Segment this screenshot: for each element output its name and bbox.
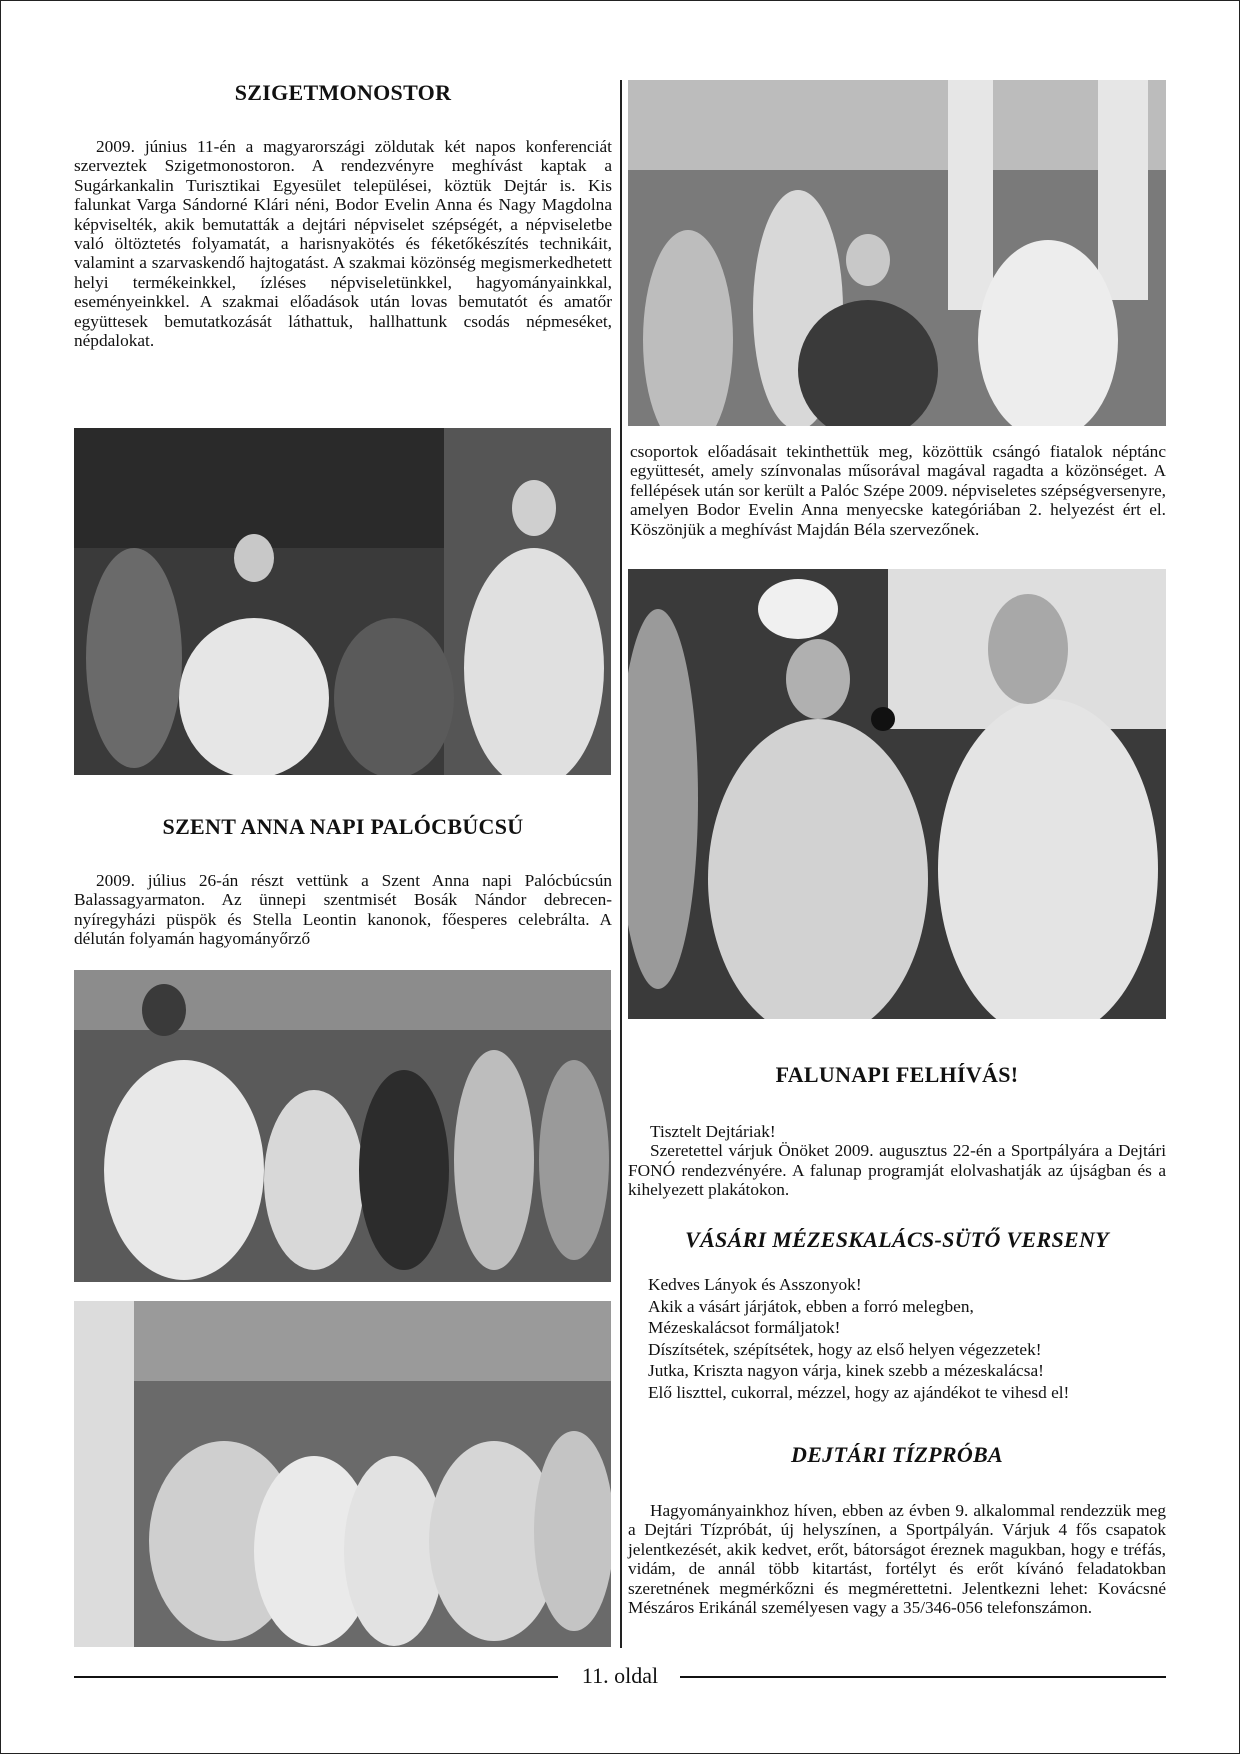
szent-anna-continuation-body: csoportok előadásait tekinthettük meg, közöttük csángó fiatalok néptánc együttesét, amely színvonalas műsorával magával ragadta a közönséget. A fellépések után sor került a Palóc Szépe 2009. népviseletes szépségversenyre, amelyen Bodor Evelin Anna menyecske kategóriában 2. helyezést ért el. Köszönjük a meghívást Majdán Béla szervezőnek.: [630, 442, 1167, 539]
tizproba-title: DEJTÁRI TÍZPRÓBA: [791, 1442, 1003, 1467]
poem-line: Mézeskalácsot formáljatok!: [648, 1318, 841, 1337]
photo-children-with-flags: [628, 80, 1166, 426]
poem-line: Díszítsétek, szépítsétek, hogy az első helyen végezzetek!: [648, 1339, 1042, 1359]
falunapi-greeting: Tisztelt Dejtáriak!: [650, 1122, 776, 1141]
mezeskalacs-title: VÁSÁRI MÉZESKALÁCS-SÜTŐ VERSENY: [685, 1227, 1109, 1252]
mezeskalacs-poem: [628, 1274, 1166, 1403]
photo-procession-crowd: [74, 970, 611, 1282]
tizproba-body: Hagyományainkhoz híven, ebben az évben 9. alkalommal rendezzük meg a Dejtári Tízpróbát, új helyszínen, a Sportpályán. Várjuk 4 fős csapatok jelentkezését, akik kedvet, erőt, bátorságot éreznek magukban, hogy e tréfás, vidám, de annál több kitartást, fortélyt és erőt kívánó feladatokban szeretnének megmérkőzni és megmérettetni. Jelentkezni lehet: Kovácsné Mészáros Erikánál személyesen vagy a 35/346-056 telefonszámon.: [628, 1501, 1166, 1618]
szent-anna-section: [74, 814, 612, 949]
szigetmonostor-body: 2009. június 11-én a magyarországi zöldutak két napos konferenciát szerveztek Szigetmonostoron. A rendezvényre meghívást kaptak a Sugárkankalin Turisztikai Egyesület települései, köztük Dejtár is. Kis falunkat Varga Sándorné Klári néni, Bodor Evelin Anna és Nagy Magdolna képviselték, akik bemutatták a dejtári népviselet szépségét, a népviseletbe való öltöztetés folyamatát, a harisnyakötés és féketőkészítés technikáit, valamint a szarvaskendő hajtogatást. A szakmai közönség megismerkedhetett helyi termékeinkkel, ízléses népviseletünkkel, hagyományainkkal, eseményeinkkel. A szakmai előadások után lovas bemutatót és amatőr együttesek bemutatkozását láthattuk, hallhattunk csodás népmeséket, népdalokat.: [74, 137, 612, 351]
mezeskalacs-section: [628, 1227, 1166, 1403]
szent-anna-continuation: [630, 442, 1166, 539]
poem-line: Akik a vásárt járjátok, ebben a forró melegben,: [648, 1296, 974, 1316]
poem-line: Kedves Lányok és Asszonyok!: [648, 1275, 862, 1294]
footer-rule-left: [74, 1676, 558, 1678]
footer-rule-right: [680, 1676, 1166, 1678]
falunapi-section: [628, 1062, 1166, 1200]
poem-line: Jutka, Kriszta nagyon várja, kinek szebb a mézeskalácsa!: [648, 1361, 1044, 1380]
column-divider: [620, 80, 622, 1648]
photo-folk-costume-women-seated: [74, 428, 611, 775]
falunapi-body: Szeretettel várjuk Önöket 2009. augusztus 22-én a Sportpályára a Dejtári FONÓ rendezvényére. A falunap programját elolvashatják az újságban és a kihelyezett plakátokon.: [628, 1141, 1166, 1200]
poem-line: Elő liszttel, cukorral, mézzel, hogy az ajándékot te vihesd el!: [648, 1382, 1070, 1402]
page-number: 11. oldal: [581, 1663, 659, 1688]
tizproba-section: [628, 1442, 1166, 1617]
szent-anna-body: 2009. július 26-án részt vettünk a Szent Anna napi Palócbúcsún Balassagyarmaton. Az ünnepi szentmisét Bosák Nándor debrecen-nyíregyházi püspök és Stella Leontin kanonok, főesperes celebrálta. A délután folyamán hagyományőrző: [74, 871, 612, 949]
szigetmonostor-title: SZIGETMONOSTOR: [234, 80, 452, 105]
szigetmonostor-section: [74, 80, 612, 350]
photo-costumed-girls-group: [74, 1301, 611, 1647]
falunapi-title: FALUNAPI FELHÍVÁS!: [775, 1062, 1019, 1087]
photo-interview-microphone: [628, 569, 1166, 1019]
szent-anna-title: SZENT ANNA NAPI PALÓCBÚCSÚ: [162, 814, 524, 839]
